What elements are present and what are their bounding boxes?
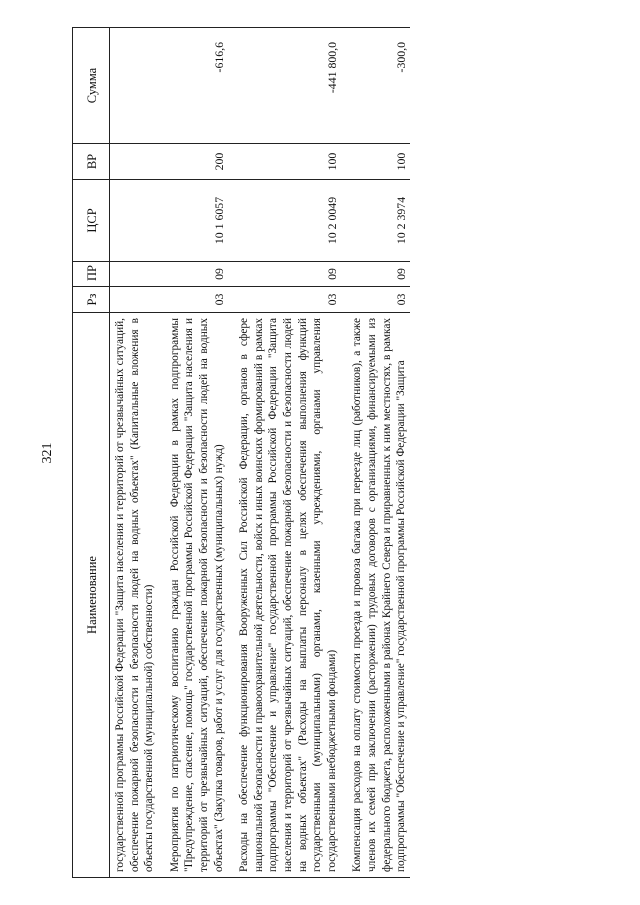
row-name: Компенсация расходов на оплату стоимости проезда и провоза багажа при переезде лиц (работников), а также членов их семей при заключении (расторжении) трудовых договоров с организациями, финансируемыми из федерального бюджета, расположенными в районах Крайнего Севера и приравненных к ним местностях, в рамках подпрограммы "Обеспечение и управление" государственной программы Российской Федерации "Защита — [340, 313, 409, 878]
row-vr: 100 — [227, 144, 340, 180]
table-row — [340, 28, 409, 878]
row-rz — [110, 287, 158, 313]
row-vr: 100 — [340, 144, 409, 180]
table-row — [227, 28, 340, 878]
table-header-row — [73, 28, 110, 878]
row-rz: 03 — [227, 287, 340, 313]
header-name: Наименование — [73, 313, 110, 878]
row-name: Расходы на обеспечение функционирования Вооруженных Сил Российской Федерации, органов в сфере национальной безопасности и правоохранительной деятельности, войск и иных воинских формирований в рамках подпрограммы "Обеспечение и управление" государственной программы Российской Федерации "Защита населения и территорий от чрезвычайных ситуаций, обеспечение пожарной безопасности и безопасности людей на водных объектах" (Расходы на выплаты персоналу в целях обеспечения выполнения функций государственными (муниципальными) органами, казенными учреждениями, органами управления государственными внебюджетными фондами) — [227, 313, 340, 878]
row-pr: 09 — [158, 262, 227, 287]
row-csr: 10 2 3974 — [340, 180, 409, 262]
budget-table — [72, 27, 410, 878]
row-sum: -300,0 — [340, 28, 409, 144]
header-pr: ПР — [73, 262, 110, 287]
row-vr — [110, 144, 158, 180]
table-row — [158, 28, 227, 878]
row-sum — [110, 28, 158, 144]
row-pr: 09 — [227, 262, 340, 287]
row-csr — [110, 180, 158, 262]
row-sum: -441 800,0 — [227, 28, 340, 144]
header-sum: Сумма — [73, 28, 110, 144]
row-sum: -616,6 — [158, 28, 227, 144]
row-pr — [110, 262, 158, 287]
rotated-table-container — [72, 28, 596, 878]
table-row — [110, 28, 158, 878]
header-vr: ВР — [73, 144, 110, 180]
row-name: государственной программы Российской Федерации "Защита населения и территорий от чрезвычайных ситуаций, обеспечение пожарной безопасности и безопасности людей на водных объектах" (Капитальные вложения в объекты государственной (муниципальной) собственности) — [110, 313, 158, 878]
row-pr: 09 — [340, 262, 409, 287]
header-rz: Рз — [73, 287, 110, 313]
header-csr: ЦСР — [73, 180, 110, 262]
row-rz: 03 — [340, 287, 409, 313]
row-csr: 10 1 6057 — [158, 180, 227, 262]
row-name: Мероприятия по патриотическому воспитанию граждан Российской Федерации в рамках подпрограммы "Предупреждение, спасение, помощь" государственной программы Российской Федерации "Защита населения и территорий от чрезвычайных ситуаций, обеспечение пожарной безопасности и безопасности людей на водных объектах" (Закупка товаров, работ и услуг для государственных (муниципальных) нужд) — [158, 313, 227, 878]
row-vr: 200 — [158, 144, 227, 180]
row-rz: 03 — [158, 287, 227, 313]
page-number: 321 — [40, 442, 55, 464]
row-csr: 10 2 0049 — [227, 180, 340, 262]
